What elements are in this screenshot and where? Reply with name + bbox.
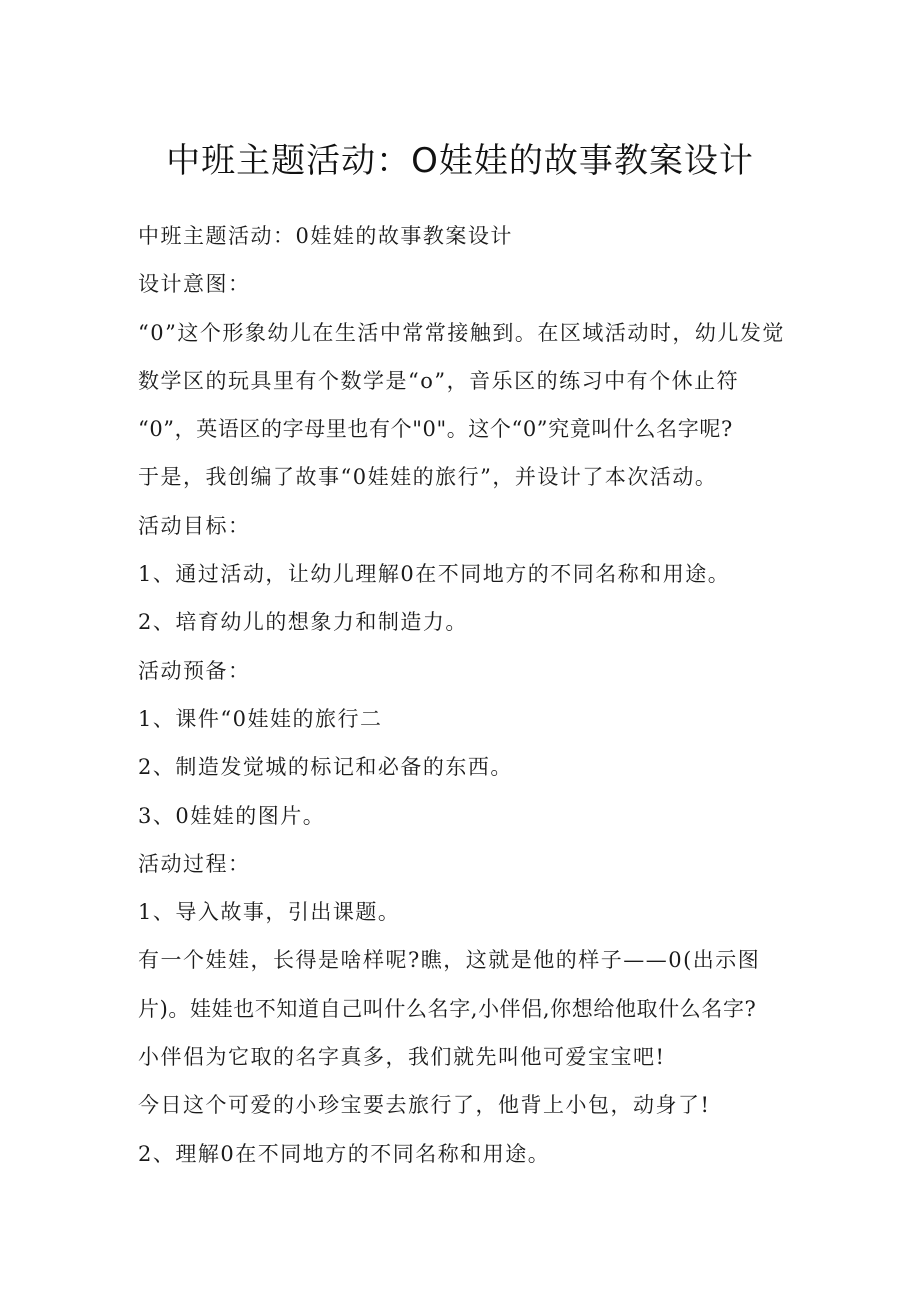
- document-title: 中班主题活动：O娃娃的故事教案设计: [166, 141, 754, 181]
- subtitle-line: 中班主题活动：0娃娃的故事教案设计: [138, 224, 513, 248]
- document-body: [138, 218, 810, 1184]
- paragraph-line: 于是，我创编了故事“0娃娃的旅行”，并设计了本次活动。: [138, 465, 718, 490]
- paragraph-line: “0”这个形象幼儿在生活中常常接触到。在区域活动时，幼儿发觉: [138, 320, 785, 345]
- list-item: 1、课件“0娃娃的旅行二: [138, 706, 383, 731]
- list-item: 2、培育幼儿的想象力和制造力。: [138, 610, 468, 635]
- section-heading-preparation: 活动预备：: [138, 658, 251, 683]
- list-item: 1、通过活动，让幼儿理解0在不同地方的不同名称和用途。: [138, 562, 731, 587]
- section-heading-goals: 活动目标：: [138, 513, 251, 538]
- list-item: 2、制造发觉城的标记和必备的东西。: [138, 755, 513, 780]
- paragraph-line: 片)。娃娃也不知道自己叫什么名字,小伴侣,你想给他取什么名字?: [138, 996, 757, 1021]
- list-item: 2、理解0在不同地方的不同名称和用途。: [138, 1141, 551, 1166]
- list-item: 3、0娃娃的图片。: [138, 803, 326, 828]
- section-heading-process: 活动过程：: [138, 851, 251, 876]
- paragraph-line: “0”，英语区的字母里也有个"0"。这个“0”究竟叫什么名字呢?: [138, 417, 733, 442]
- list-item: 1、导入故事，引出课题。: [138, 900, 401, 925]
- paragraph-line: 小伴侣为它取的名字真多，我们就先叫他可爱宝宝吧!: [138, 1045, 666, 1070]
- paragraph-line: 今日这个可爱的小珍宝要去旅行了，他背上小包，动身了!: [138, 1093, 711, 1118]
- paragraph-line: 有一个娃娃，长得是啥样呢?瞧，这就是他的样子——0(出示图: [138, 948, 761, 973]
- section-heading-design-intent: 设计意图：: [138, 272, 251, 297]
- paragraph-line: 数学区的玩具里有个数学是“o”，音乐区的练习中有个休止符: [138, 368, 740, 393]
